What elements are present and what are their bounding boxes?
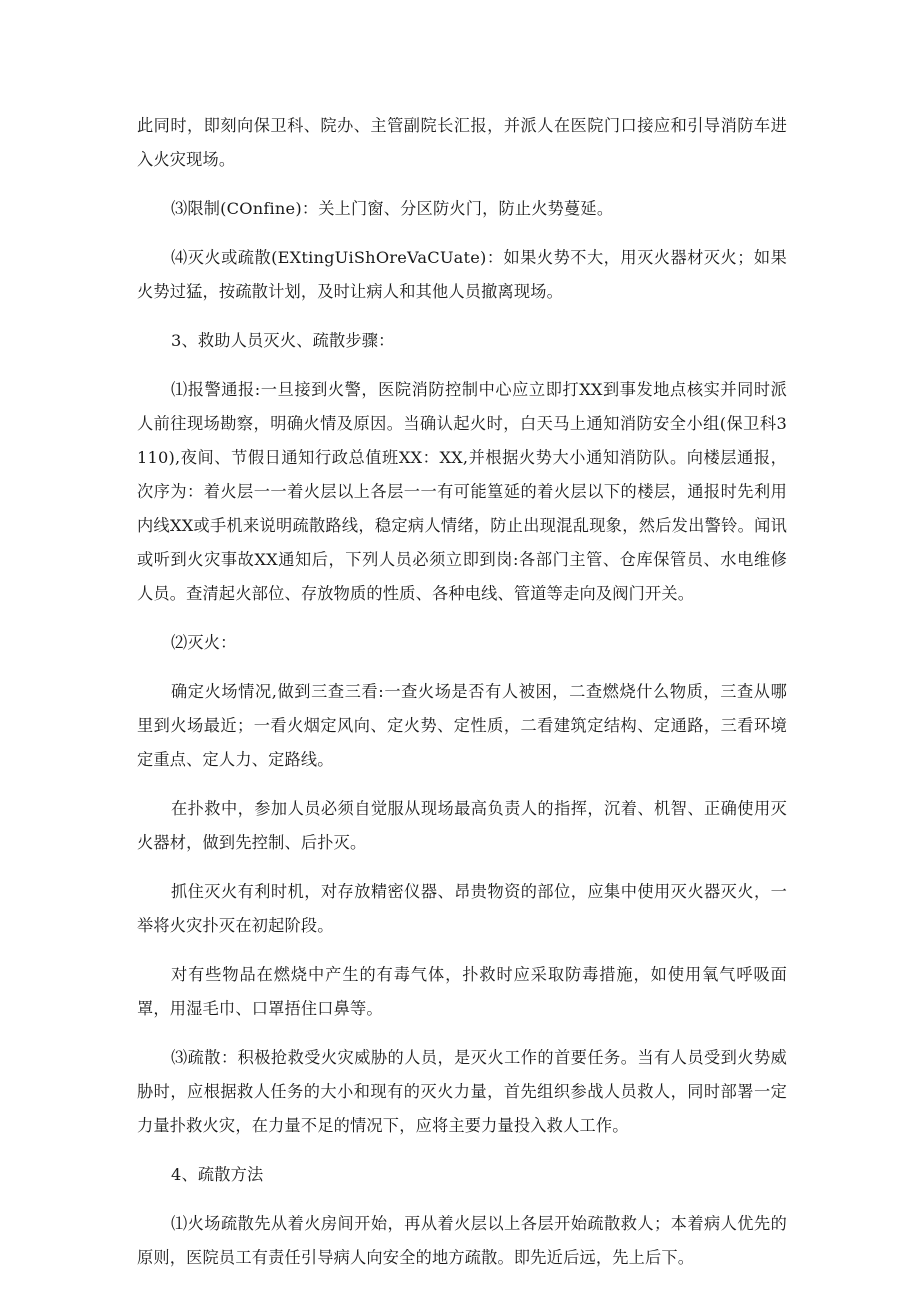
document-body	[137, 109, 787, 1290]
paragraph-seize-opportunity: 抓住灭火有利时机，对存放精密仪器、昂贵物资的部位，应集中使用灭火器灭火，一举将火灾扑灭在初起阶段。	[137, 882, 787, 935]
section-heading-evacuation-methods: 4、疏散方法	[171, 1165, 264, 1184]
paragraph-evacuation-priority: ⑶疏散：积极抢救受火灾威胁的人员，是灭火工作的首要任务。当有人员受到火势威胁时，应根据救人任务的大小和现有的灭火力量，首先组织参战人员救人，同时部署一定力量扑救火灾，在力量不足的情况下，应将主要力量投入救人工作。	[137, 1048, 787, 1135]
paragraph-three-checks-three-looks: 确定火场情况,做到三查三看:一查火场是否有人被困，二查燃烧什么物质，三查从哪里到火场最近；一看火烟定风向、定火势、定性质，二看建筑定结构、定通路，三看环境定重点、定人力、定路线。	[137, 682, 787, 769]
paragraph-alarm-notification: ⑴报警通报:一旦接到火警，医院消防控制中心应立即打XX到事发地点核实并同时派人前往现场勘察，明确火情及原因。当确认起火时，白天马上通知消防安全小组(保卫科3110),夜间、节假日通知行政总值班XX：XX,并根据火势大小通知消防队。向楼层通报，次序为：着火层一一着火层以上各层一一有可能篁延的着火层以下的楼层，通报时先利用内线XX或手机来说明疏散路线，稳定病人情绪，防止出现混乱现象，然后发出警铃。闻讯或听到火灾事故XX通知后，下列人员必须立即到岗:各部门主管、仓库保管员、水电维修人员。查清起火部位、存放物质的性质、各种电线、管道等走向及阀门开关。	[137, 380, 787, 603]
paragraph-confine: ⑶限制(COnfine)：关上门窗、分区防火门，防止火势蔓延。	[171, 199, 614, 218]
paragraph-toxic-gas: 对有些物品在燃烧中产生的有毒气体，扑救时应采取防毒措施，如使用氧气呼吸面罩，用湿毛巾、口罩捂住口鼻等。	[137, 965, 787, 1018]
subheading-extinguish: ⑵灭火：	[171, 633, 237, 652]
section-heading-rescue-steps: 3、救助人员灭火、疏散步骤：	[171, 331, 395, 350]
paragraph-fire-report-continuation: 此同时，即刻向保卫科、院办、主管副院长汇报，并派人在医院门口接应和引导消防车进入火灾现场。	[137, 116, 787, 169]
paragraph-obey-commander: 在扑救中，参加人员必须自觉服从现场最高负责人的指挥，沉着、机智、正确使用灭火器材，做到先控制、后扑灭。	[137, 799, 787, 852]
paragraph-extinguish-or-evacuate: ⑷灭火或疏散(EXtingUiShOreVaCUate)：如果火势不大，用灭火器材灭火；如果火势过猛，按疏散计划，及时让病人和其他人员撤离现场。	[137, 248, 787, 301]
paragraph-evacuation-order: ⑴火场疏散先从着火房间开始，再从着火层以上各层开始疏散救人；本着病人优先的原则，医院员工有责任引导病人向安全的地方疏散。即先近后远，先上后下。	[137, 1214, 787, 1267]
